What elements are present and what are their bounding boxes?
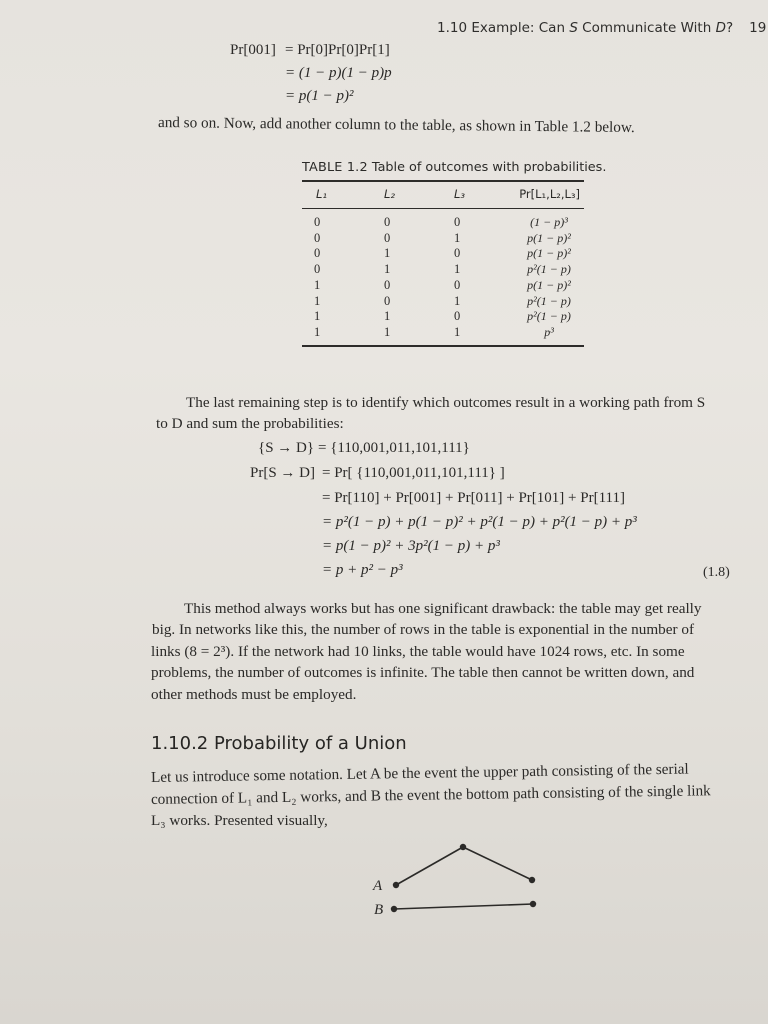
cell-l3: 0 <box>454 246 461 261</box>
cell-l2: 1 <box>384 324 391 339</box>
table-row <box>302 209 584 231</box>
sum-line: = Pr[ {110,001,011,101,111} ] <box>322 465 505 481</box>
node-b-source <box>391 906 397 912</box>
paragraph-line: L₃ works. Presented visually, <box>151 812 328 829</box>
paragraph-line: other methods must be employed. <box>151 686 357 703</box>
running-head-section: 1.10 Example: Can <box>437 20 570 36</box>
table-header-row <box>302 181 584 209</box>
table-row <box>302 309 584 325</box>
cell-l3: 1 <box>454 230 461 245</box>
sum-line: = p²(1 − p) + p(1 − p)² + p²(1 − p) + p²(1 − p) + p³ <box>322 514 637 530</box>
sum-line: = p(1 − p)² + 3p²(1 − p) + p³ <box>322 538 500 554</box>
cell-l1: 1 <box>314 277 321 292</box>
cell-l1: 1 <box>314 324 321 339</box>
cell-l1: 0 <box>314 262 321 277</box>
cell-l1: 0 <box>314 230 321 245</box>
node-a-destination <box>529 877 535 883</box>
paragraph-line: This method always works but has one significant drawback: the table may get really <box>184 600 702 617</box>
paragraph-line: links (8 = 2³). If the network had 10 links, the table would have 1024 rows, etc. In some <box>151 643 685 660</box>
table-caption-label: TABLE 1.2 <box>302 160 368 175</box>
sum-line: = Pr[110] + Pr[001] + Pr[011] + Pr[101] + Pr[111] <box>322 490 625 506</box>
cell-l1: 1 <box>314 309 321 324</box>
table-row <box>302 231 584 247</box>
running-head-d: D <box>715 20 726 36</box>
paragraph-line: connection of L₁ and L₂ works, and B the event the bottom path consisting of the single link <box>150 782 711 808</box>
table-row <box>302 278 584 294</box>
table-row <box>302 325 584 346</box>
table-row <box>302 294 584 310</box>
paragraph-line: The last remaining step is to identify which outcomes result in a working path from S <box>186 394 706 411</box>
label-a: A <box>373 878 383 894</box>
cell-l2: 0 <box>384 293 391 308</box>
table-caption <box>302 160 606 175</box>
cell-probability: p²(1 − p) <box>527 309 571 324</box>
paragraph-line: big. In networks like this, the number of rows in the table is exponential in the number of <box>152 621 694 638</box>
intro-paragraph: and so on. Now, add another column to the table, as shown in Table 1.2 below. <box>157 114 635 136</box>
top-equation-line: = Pr[0]Pr[0]Pr[1] <box>285 42 390 58</box>
top-equation-lhs: Pr[001] <box>230 42 276 58</box>
running-head-mid: Communicate With <box>577 20 716 36</box>
running-head-s: S <box>569 20 578 36</box>
header-probability: Pr[L₁,L₂,L₃] <box>519 187 580 201</box>
cell-probability: p²(1 − p) <box>527 262 571 277</box>
cell-l2: 1 <box>384 246 391 261</box>
cell-l3: 1 <box>454 262 461 277</box>
top-equation-line: = p(1 − p)² <box>285 88 354 104</box>
running-head <box>437 20 766 36</box>
table-caption-text: Table of outcomes with probabilities. <box>367 160 607 175</box>
paragraph-line: problems, the number of outcomes is infinite. The table then cannot be written down, and <box>151 664 695 681</box>
header-l3: L₃ <box>454 187 466 201</box>
cell-probability: p(1 − p)² <box>527 246 571 261</box>
node-b-destination <box>530 901 536 907</box>
cell-l2: 0 <box>384 277 391 292</box>
outcomes-table <box>302 180 584 347</box>
equation-number: (1.8) <box>703 565 730 580</box>
cell-l1: 0 <box>314 246 321 261</box>
paragraph-line: to D and sum the probabilities: <box>156 415 344 432</box>
cell-l3: 0 <box>454 215 461 229</box>
table-row <box>302 246 584 262</box>
cell-l2: 1 <box>384 262 391 277</box>
cell-probability: p(1 − p)² <box>527 230 571 245</box>
cell-probability: (1 − p)³ <box>530 215 568 229</box>
section-heading: 1.10.2 Probability of a Union <box>151 733 407 754</box>
pr-lhs: Pr[S → D] <box>250 465 316 481</box>
cell-probability: p(1 − p)² <box>527 277 571 292</box>
running-head-end: ? <box>725 20 734 36</box>
cell-l2: 1 <box>384 309 391 324</box>
sum-line: = p + p² − p³ <box>322 562 403 578</box>
header-l2: L₂ <box>384 187 396 201</box>
table-row <box>302 262 584 278</box>
cell-l2: 0 <box>384 215 391 229</box>
page-number: 19 <box>749 20 767 36</box>
cell-probability: p³ <box>544 324 554 339</box>
cell-l3: 1 <box>454 293 461 308</box>
cell-probability: p²(1 − p) <box>527 293 571 308</box>
cell-l1: 0 <box>314 215 321 229</box>
cell-l2: 0 <box>384 230 391 245</box>
cell-l3: 0 <box>454 277 461 292</box>
top-equation-line: = (1 − p)(1 − p)p <box>285 65 392 81</box>
header-l1: L₁ <box>316 187 328 201</box>
set-rhs: = {110,001,011,101,111} <box>318 440 470 456</box>
network-diagram <box>340 830 570 930</box>
cell-l3: 0 <box>454 309 461 324</box>
label-b: B <box>374 902 384 918</box>
node-middle <box>460 844 466 850</box>
node-a-source <box>393 882 399 888</box>
cell-l1: 1 <box>314 293 321 308</box>
paragraph-line: Let us introduce some notation. Let A be the event the upper path consisting of the serial <box>150 760 689 786</box>
set-lhs: {S → D} <box>258 440 315 456</box>
cell-l3: 1 <box>454 324 461 339</box>
